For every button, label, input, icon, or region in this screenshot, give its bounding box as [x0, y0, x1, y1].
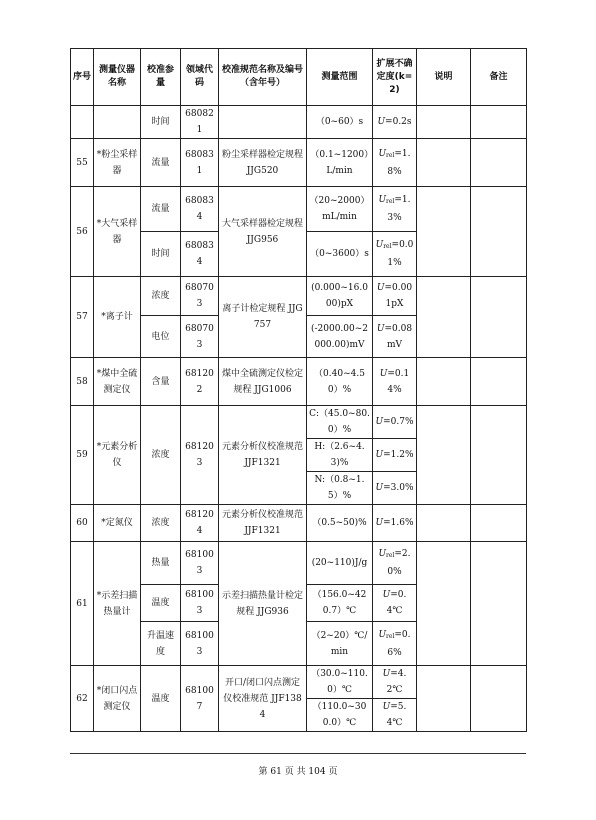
table-row: [71, 106, 527, 139]
cell-instrument: *元素分析仪: [94, 406, 141, 505]
cell-code: 681003: [181, 585, 219, 622]
cell-code: 680834: [181, 232, 219, 277]
header-explain: 说明: [417, 49, 471, 106]
cell-uncertainty: U=5.4℃: [373, 699, 417, 732]
cell-code: 681202: [181, 358, 219, 406]
footer-divider: [70, 753, 526, 754]
cell-remark: [471, 277, 527, 358]
cell-param: 温度: [141, 585, 181, 622]
cell-spec: 元素分析仪校准规范 JJF1321: [219, 505, 307, 542]
cell-explain: [417, 139, 471, 187]
cell-uncertainty: U=0.14%: [373, 358, 417, 406]
header-remark: 备注: [471, 49, 527, 106]
cell-no: 57: [71, 277, 94, 358]
cell-param: 流量: [141, 187, 181, 232]
cell-code: 680831: [181, 139, 219, 187]
cell-range: C:（45.0~80.0）%: [307, 406, 373, 439]
cell-param: 浓度: [141, 406, 181, 505]
cell-remark: [471, 406, 527, 505]
cell-spec: 大气采样器检定规程 JJG956: [219, 187, 307, 277]
cell-explain: [417, 505, 471, 542]
cell-explain: [417, 187, 471, 277]
cell-spec: 元素分析仪校准规范 JJF1321: [219, 406, 307, 505]
cell-uncertainty: Urel=2.0%: [373, 542, 417, 585]
header-uncertainty: 扩展不确定度(k=2): [373, 49, 417, 106]
cell-spec: 示差扫描热量计检定规程 JJG936: [219, 542, 307, 666]
cell-range: （0~3600）s: [307, 232, 373, 277]
cell-instrument: *离子计: [94, 277, 141, 358]
cell-explain: [417, 542, 471, 666]
cell-param: 温度: [141, 666, 181, 732]
cell-instrument: *示差扫描热量计: [94, 542, 141, 666]
cell-spec: [219, 106, 307, 139]
cell-range: （0~60）s: [307, 106, 373, 139]
cell-uncertainty: U=1.6%: [373, 505, 417, 542]
cell-range: （0.5~50)%: [307, 505, 373, 542]
cell-range: (20~110)J/g: [307, 542, 373, 585]
cell-uncertainty: Urel=0.6%: [373, 622, 417, 666]
cell-no: [71, 106, 94, 139]
cell-code: 681007: [181, 666, 219, 732]
cell-no: 56: [71, 187, 94, 277]
cell-instrument: [94, 106, 141, 139]
calibration-table: [70, 48, 527, 732]
table-row: [71, 277, 527, 316]
cell-param: 升温速度: [141, 622, 181, 666]
cell-code: 681203: [181, 406, 219, 505]
cell-no: 60: [71, 505, 94, 542]
header-spec: 校准规范名称及编号（含年号）: [219, 49, 307, 106]
cell-uncertainty: U=1.2%: [373, 439, 417, 472]
cell-instrument: *大气采样器: [94, 187, 141, 277]
cell-remark: [471, 187, 527, 277]
table-header-row: [71, 49, 527, 106]
cell-code: 681003: [181, 542, 219, 585]
cell-spec: 煤中全硫测定仪检定规程 JJG1006: [219, 358, 307, 406]
cell-range: (-2000.00~2000.00)mV: [307, 316, 373, 358]
table-row: [71, 542, 527, 585]
cell-remark: [471, 505, 527, 542]
cell-param: 流量: [141, 139, 181, 187]
header-instrument: 测量仪器名称: [94, 49, 141, 106]
cell-uncertainty: U=0.4℃: [373, 585, 417, 622]
cell-param: 浓度: [141, 277, 181, 316]
cell-param: 时间: [141, 106, 181, 139]
table-row: [71, 358, 527, 406]
cell-range: （20~2000）mL/min: [307, 187, 373, 232]
cell-uncertainty: U=0.7%: [373, 406, 417, 439]
cell-param: 电位: [141, 316, 181, 358]
cell-uncertainty: U=4.2℃: [373, 666, 417, 699]
cell-range: （0.1~1200）L/min: [307, 139, 373, 187]
cell-code: 680703: [181, 316, 219, 358]
cell-no: 61: [71, 542, 94, 666]
header-range: 测量范围: [307, 49, 373, 106]
cell-range: （30.0~110.0）℃: [307, 666, 373, 699]
table-row: [71, 666, 527, 699]
cell-uncertainty: Urel=1.8%: [373, 139, 417, 187]
cell-uncertainty: U=0.001pX: [373, 277, 417, 316]
header-no: 序号: [71, 49, 94, 106]
table-row: [71, 505, 527, 542]
cell-explain: [417, 277, 471, 358]
cell-explain: [417, 666, 471, 732]
cell-no: 62: [71, 666, 94, 732]
cell-uncertainty: U=0.2s: [373, 106, 417, 139]
cell-range: N:（0.8~1.5）%: [307, 472, 373, 505]
cell-range: H:（2.6~4.3)%: [307, 439, 373, 472]
cell-spec: 开口/闭口闪点测定仪校准规范 JJF1384: [219, 666, 307, 732]
cell-instrument: *粉尘采样器: [94, 139, 141, 187]
table-row: [71, 139, 527, 187]
cell-range: （156.0~420.7）℃: [307, 585, 373, 622]
cell-range: （2~20）℃/min: [307, 622, 373, 666]
cell-remark: [471, 358, 527, 406]
cell-code: 680821: [181, 106, 219, 139]
cell-instrument: *定氮仪: [94, 505, 141, 542]
cell-param: 含量: [141, 358, 181, 406]
cell-explain: [417, 358, 471, 406]
cell-uncertainty: U=3.0%: [373, 472, 417, 505]
cell-code: 681204: [181, 505, 219, 542]
cell-remark: [471, 106, 527, 139]
header-domain-code: 领域代码: [181, 49, 219, 106]
cell-remark: [471, 139, 527, 187]
cell-instrument: *闭口闪点测定仪: [94, 666, 141, 732]
cell-explain: [417, 106, 471, 139]
cell-spec: 粉尘采样器检定规程 JJG520: [219, 139, 307, 187]
cell-uncertainty: Urel=0.01%: [373, 232, 417, 277]
cell-code: 680834: [181, 187, 219, 232]
cell-param: 时间: [141, 232, 181, 277]
cell-spec: 离子计检定规程 JJG 757: [219, 277, 307, 358]
cell-range: （110.0~300.0）℃: [307, 699, 373, 732]
cell-remark: [471, 666, 527, 732]
table-row: [71, 406, 527, 439]
cell-instrument: *煤中全硫测定仪: [94, 358, 141, 406]
cell-explain: [417, 406, 471, 505]
cell-code: 680703: [181, 277, 219, 316]
cell-code: 681003: [181, 622, 219, 666]
cell-uncertainty: Urel=1.3%: [373, 187, 417, 232]
cell-uncertainty: U=0.08mV: [373, 316, 417, 358]
cell-no: 55: [71, 139, 94, 187]
cell-param: 浓度: [141, 505, 181, 542]
cell-range: （0.40~4.50）%: [307, 358, 373, 406]
header-param: 校准参量: [141, 49, 181, 106]
cell-remark: [471, 542, 527, 666]
cell-no: 59: [71, 406, 94, 505]
page-number: 第 61 页 共 104 页: [258, 767, 338, 777]
cell-param: 热量: [141, 542, 181, 585]
cell-no: 58: [71, 358, 94, 406]
cell-range: (0.000~16.000)pX: [307, 277, 373, 316]
table-row: [71, 187, 527, 232]
